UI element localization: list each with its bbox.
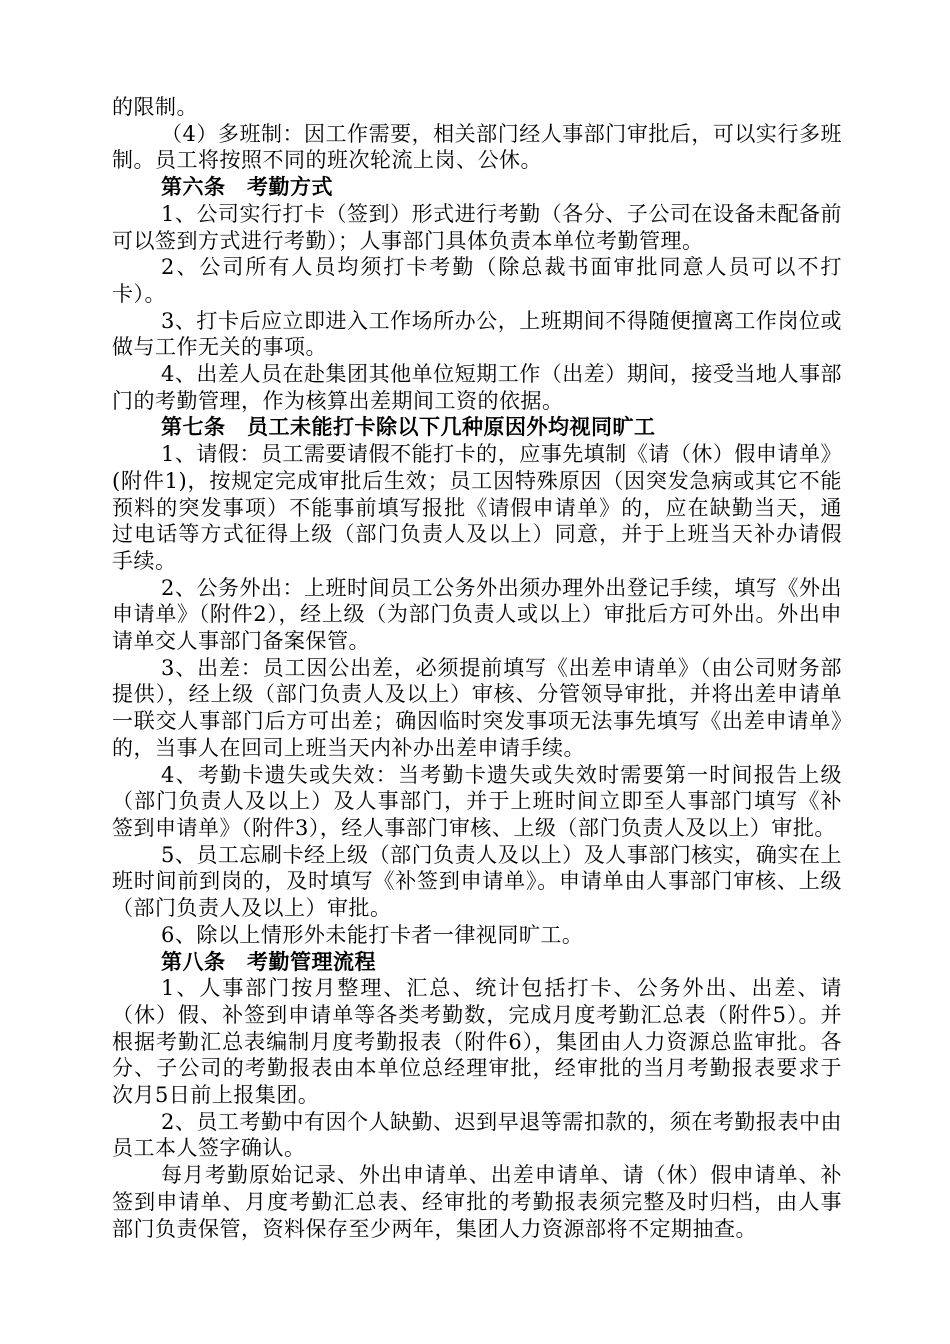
paragraph: 1、公司实行打卡（签到）形式进行考勤（各分、子公司在设备未配备前可以签到方式进行考勤）；人事部门具体负责本单位考勤管理。 — [112, 201, 842, 253]
paragraph: 2、公务外出：上班时间员工公务外出须办理外出登记手续，填写《外出申请单》（附件2），经上级（为部门负责人或以上）审批后方可外出。外出申请单交人事部门备案保管。 — [112, 575, 842, 654]
paragraph: 的限制。 — [112, 95, 198, 119]
section-heading: 第六条 考勤方式 — [161, 174, 333, 200]
paragraph: （4）多班制：因工作需要，相关部门经人事部门审批后，可以实行多班制。员工将按照不同的班次轮流上岗、公休。 — [112, 121, 842, 173]
paragraph: 5、员工忘刷卡经上级（部门负责人及以上）及人事部门核实，确实在上班时间前到岗的，及时填写《补签到申请单》。申请单由人事部门审核、上级（部门负责人及以上）审批。 — [112, 842, 842, 921]
paragraph: 6、除以上情形外未能打卡者一律视同旷工。 — [161, 922, 584, 947]
paragraph: 3、出差：员工因公出差，必须提前填写《出差申请单》（由公司财务部提供），经上级（部门负责人及以上）审核、分管领导审批，并将出差申请单一联交人事部门后方可出差；确因临时突发事项无法事先填写《出差申请单》的，当事人在回司上班当天内补办出差申请手续。 — [112, 655, 842, 760]
paragraph: 4、出差人员在赴集团其他单位短期工作（出差）期间，接受当地人事部门的考勤管理，作为核算出差期间工资的依据。 — [112, 362, 842, 413]
paragraph: 2、公司所有人员均须打卡考勤（除总裁书面审批同意人员可以不打卡）。 — [112, 255, 842, 306]
paragraph: 2、员工考勤中有因个人缺勤、迟到早退等需扣款的，须在考勤报表中由员工本人签字确认。 — [112, 1109, 842, 1161]
paragraph: 3、打卡后应立即进入工作场所办公，上班期间不得随便擅离工作岗位或做与工作无关的事项。 — [112, 308, 842, 360]
paragraph: 1、请假：员工需要请假不能打卡的，应事先填制《请（休）假申请单》(附件1)，按规定完成审批后生效；员工因特殊原因（因突发急病或其它不能预料的突发事项）不能事前填写报批《请假申请单》的，应在缺勤当天，通过电话等方式征得上级（部门负责人及以上）同意，并于上班当天补办请假手续。 — [112, 442, 842, 573]
section-heading: 第八条 考勤管理流程 — [161, 948, 376, 974]
section-heading: 第七条 员工未能打卡除以下几种原因外均视同旷工 — [161, 414, 656, 440]
paragraph: 4、考勤卡遗失或失效：当考勤卡遗失或失效时需要第一时间报告上级（部门负责人及以上）及人事部门，并于上班时间立即至人事部门填写《补签到申请单》（附件3），经人事部门审核、上级（部门负责人及以上）审批。 — [112, 762, 842, 840]
paragraph: 1、人事部门按月整理、汇总、统计包括打卡、公务外出、出差、请（休）假、补签到申请单等各类考勤数，完成月度考勤汇总表（附件5）。并根据考勤汇总表编制月度考勤报表（附件6），集团由人力资源总监审批。各分、子公司的考勤报表由本单位总经理审批，经审批的当月考勤报表要求于次月5日前上报集团。 — [112, 976, 842, 1108]
paragraph: 每月考勤原始记录、外出申请单、出差申请单、请（休）假申请单、补签到申请单、月度考勤汇总表、经审批的考勤报表须完整及时归档，由人事部门负责保管，资料保存至少两年，集团人力资源部将不定期抽查。 — [112, 1163, 842, 1241]
